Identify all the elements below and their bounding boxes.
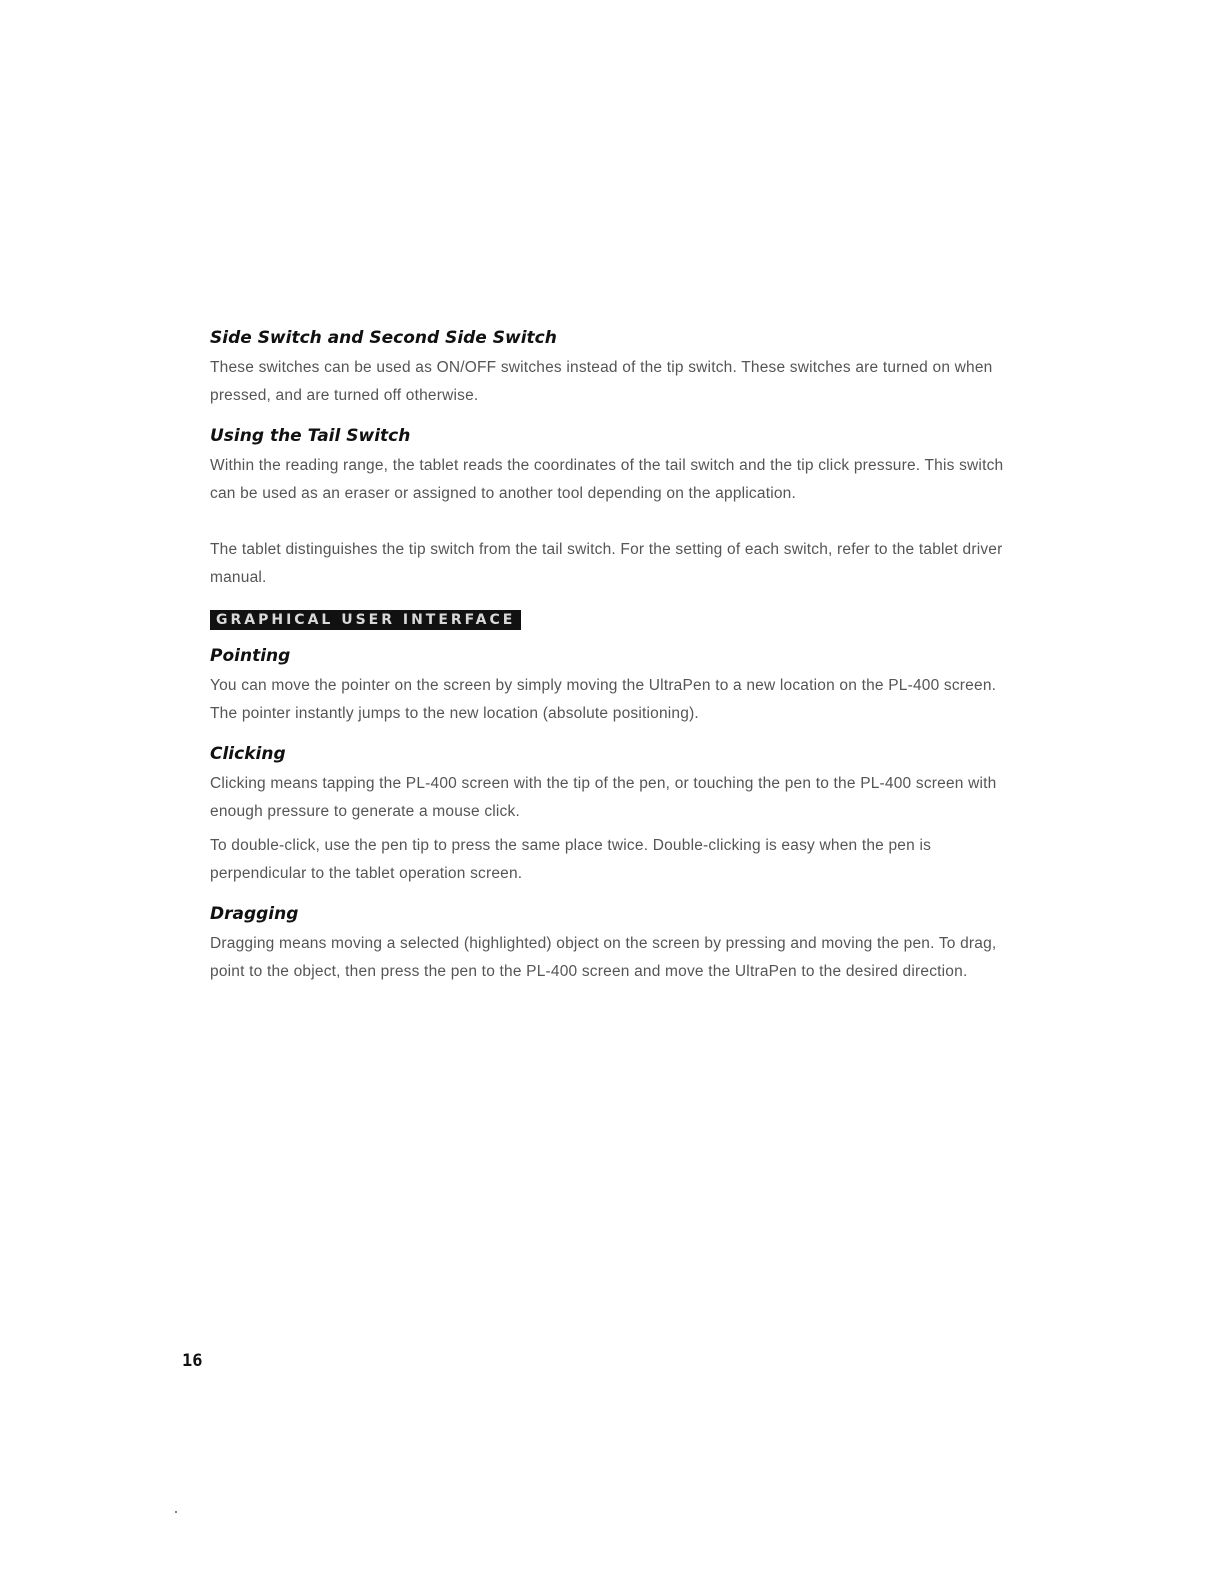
section-heading: Side Switch and Second Side Switch: [210, 328, 557, 348]
paragraph: Within the reading range, the tablet reads the coordinates of the tail switch and the tip click pressure. This switch can be used as an eraser or assigned to another tool depending on the application.: [210, 457, 1004, 502]
subsection-heading: Pointing: [210, 646, 291, 666]
page-number: 16: [182, 1351, 203, 1371]
paragraph: The tablet distinguishes the tip switch from the tail switch. For the setting of each switch, refer to the tablet driver manual.: [210, 541, 1003, 586]
scan-speck: [175, 1511, 177, 1513]
section-tail-switch: [210, 424, 1022, 592]
section-heading: Using the Tail Switch: [210, 426, 411, 446]
paragraph: You can move the pointer on the screen by simply moving the UltraPen to a new location on the PL-400 screen. The pointer instantly jumps to the new location (absolute positioning).: [210, 677, 997, 722]
subsection-dragging: [210, 902, 1022, 986]
subsection-heading: Dragging: [210, 904, 299, 924]
paragraph: To double-click, use the pen tip to press the same place twice. Double-clicking is easy when the pen is perpendicular to the tablet operation screen.: [210, 837, 932, 882]
paragraph: Clicking means tapping the PL-400 screen with the tip of the pen, or touching the pen to the PL-400 screen with enough pressure to generate a mouse click.: [210, 775, 997, 820]
paragraph: These switches can be used as ON/OFF switches instead of the tip switch. These switches are turned on when pressed, and are turned off otherwise.: [210, 359, 993, 404]
section-gui: [210, 606, 1022, 986]
paragraph: Dragging means moving a selected (highlighted) object on the screen by pressing and moving the pen. To drag, point to the object, then press the pen to the PL-400 screen and move the UltraPen to the desired direction.: [210, 935, 997, 980]
subsection-clicking: [210, 742, 1022, 888]
subsection-heading: Clicking: [210, 744, 286, 764]
subsection-pointing: [210, 644, 1022, 728]
gui-section-title-bar: GRAPHICAL USER INTERFACE: [210, 610, 521, 630]
page-content: [210, 326, 1022, 992]
section-side-switch: [210, 326, 1022, 410]
